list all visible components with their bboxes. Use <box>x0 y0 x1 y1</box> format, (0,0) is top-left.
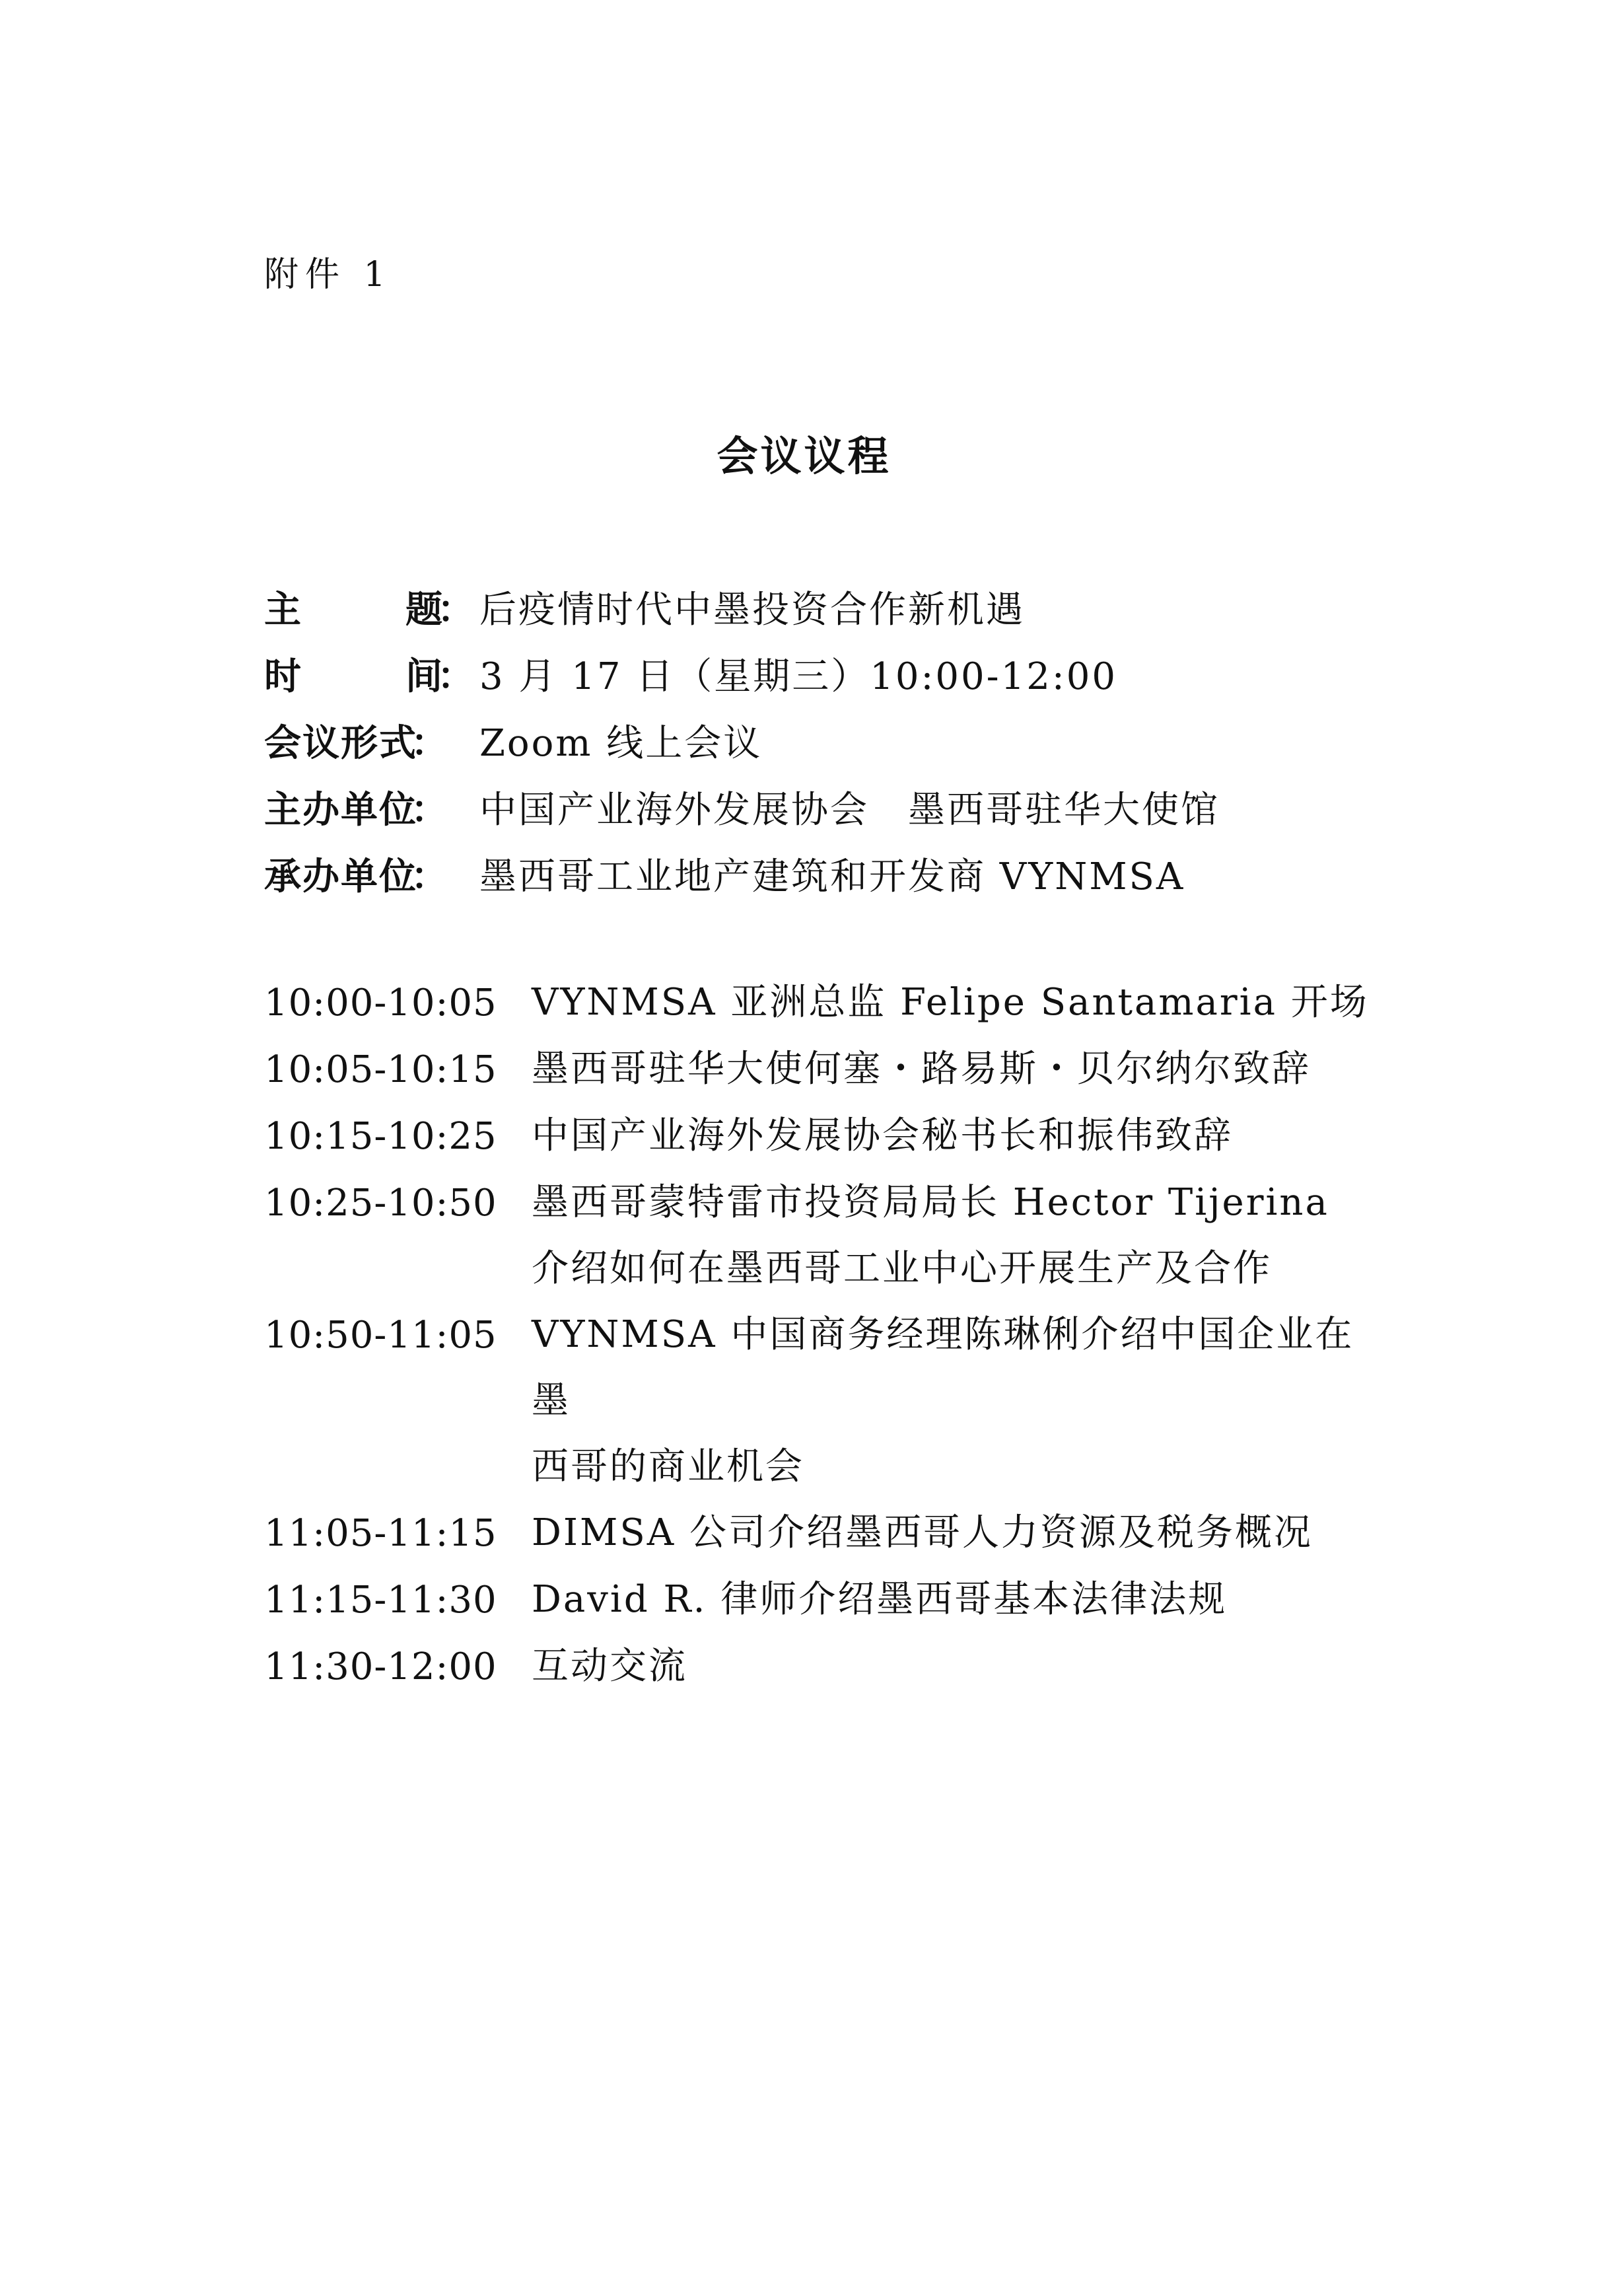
agenda-row <box>264 1302 1387 1500</box>
agenda-time: 11:15-11:30 <box>264 1579 497 1622</box>
meta-label-time-char-1: 时 <box>264 655 302 698</box>
meta-value-organizer: 墨西哥工业地产建筑和开发商 VYNMSA <box>479 855 1185 898</box>
agenda-time: 10:50-11:05 <box>264 1314 497 1357</box>
agenda-description <box>532 1567 1387 1633</box>
page-title: 会议议程 <box>717 432 891 480</box>
meta-value-format: Zoom 线上会议 <box>479 721 763 765</box>
meta-value-time: 3 月 17 日（星期三）10:00-12:00 <box>479 655 1117 698</box>
agenda-description <box>532 1302 1387 1500</box>
agenda-time: 10:15-10:25 <box>264 1115 497 1158</box>
meta-label-host <box>264 781 475 834</box>
agenda-row <box>264 970 1387 1036</box>
agenda-description-line: VYNMSA 中国商务经理陈琳俐介绍中国企业在墨 <box>532 1313 1354 1422</box>
meta-separator: ： <box>411 721 449 765</box>
agenda-description-line: DIMSA 公司介绍墨西哥人力资源及税务概况 <box>532 1511 1313 1554</box>
agenda-time: 10:00-10:05 <box>264 982 497 1024</box>
agenda-description <box>532 1103 1387 1170</box>
attachment-label: 附件 1 <box>264 255 392 295</box>
meta-label-organizer <box>264 847 475 900</box>
agenda-description <box>532 1633 1387 1700</box>
meta-row-time <box>264 640 1387 707</box>
meta-value-topic: 后疫情时代中墨投资合作新机遇 <box>479 588 1025 631</box>
agenda-row <box>264 1633 1387 1700</box>
meta-separator: ： <box>411 788 449 832</box>
meta-label-organizer-chars: 承办单位 <box>264 855 417 898</box>
meta-label-time-end <box>405 647 475 700</box>
meta-label-host-text <box>264 781 449 834</box>
agenda-schedule <box>264 970 1387 1700</box>
meta-row-format <box>264 707 1387 773</box>
meta-label-format <box>264 714 475 767</box>
meeting-info <box>264 573 1387 907</box>
agenda-description-line: David R. 律师介绍墨西哥基本法律法规 <box>532 1578 1228 1621</box>
meta-separator: ： <box>437 655 475 698</box>
meta-label-format-chars: 会议形式 <box>264 721 417 765</box>
agenda-description-line: 介绍如何在墨西哥工业中心开展生产及合作 <box>532 1247 1272 1290</box>
meta-value-host: 中国产业海外发展协会 墨西哥驻华大使馆 <box>479 788 1220 832</box>
agenda-row <box>264 1500 1387 1567</box>
meta-label-topic-char-2: 题 <box>405 588 444 631</box>
meta-label-format-text <box>264 714 449 767</box>
agenda-description-line: 中国产业海外发展协会秘书长和振伟致辞 <box>532 1114 1233 1157</box>
meta-label-topic <box>264 581 475 633</box>
meta-label-host-chars: 主办单位 <box>264 788 417 832</box>
agenda-time: 11:30-12:00 <box>264 1645 497 1688</box>
agenda-description <box>532 1170 1387 1302</box>
agenda-description <box>532 970 1387 1036</box>
meta-separator: ： <box>437 588 475 631</box>
agenda-row <box>264 1103 1387 1170</box>
agenda-time: 11:05-11:15 <box>264 1512 497 1555</box>
meta-label-organizer-text <box>264 847 449 900</box>
meta-row-host <box>264 773 1387 840</box>
agenda-time: 10:05-10:15 <box>264 1048 497 1091</box>
agenda-description <box>532 1036 1387 1103</box>
agenda-description-line: 互动交流 <box>532 1645 687 1688</box>
meta-label-topic-char-1: 主 <box>264 588 302 631</box>
meta-separator: ： <box>411 855 449 898</box>
meta-label-topic-end <box>405 581 475 633</box>
agenda-description-line: 墨西哥驻华大使何塞・路易斯・贝尔纳尔致辞 <box>532 1048 1311 1091</box>
meta-label-time <box>264 647 475 700</box>
agenda-time: 10:25-10:50 <box>264 1182 497 1225</box>
agenda-row <box>264 1036 1387 1103</box>
agenda-description-line: 西哥的商业机会 <box>532 1445 804 1488</box>
meta-row-organizer <box>264 840 1387 907</box>
agenda-row <box>264 1170 1387 1302</box>
agenda-description <box>532 1500 1387 1567</box>
agenda-description-line: VYNMSA 亚洲总监 Felipe Santamaria 开场 <box>532 981 1369 1024</box>
agenda-row <box>264 1567 1387 1633</box>
meta-label-time-char-2: 间 <box>405 655 444 698</box>
meta-row-topic <box>264 573 1387 640</box>
agenda-description-line: 墨西哥蒙特雷市投资局局长 Hector Tijerina <box>532 1181 1329 1224</box>
